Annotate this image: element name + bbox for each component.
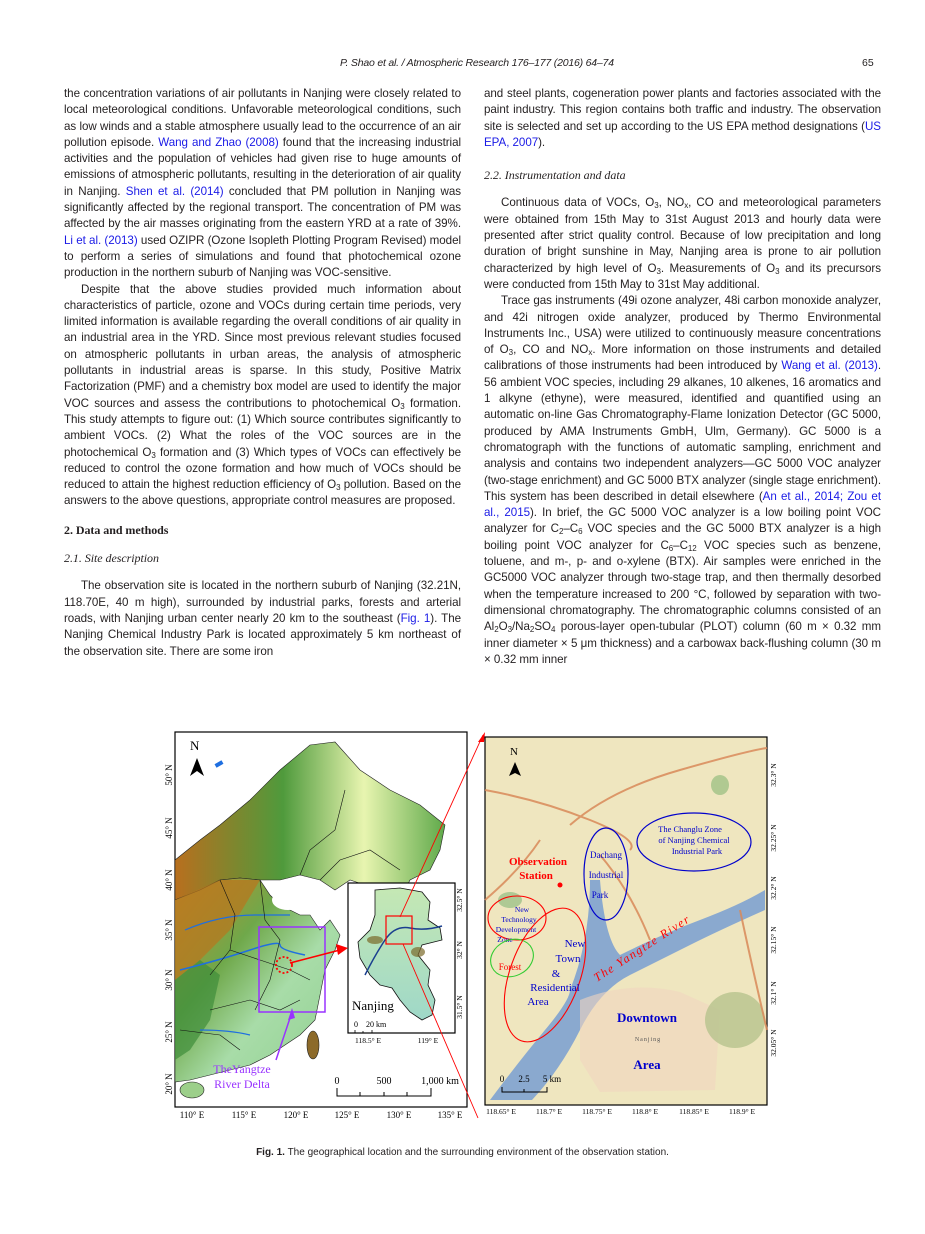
journal-citation: P. Shao et al. / Atmospheric Research 176–177 (2016) 64–74: [340, 57, 614, 69]
svg-text:Industrial Park: Industrial Park: [671, 846, 723, 856]
svg-text:Zone: Zone: [497, 935, 513, 944]
downtown-label: Downtown: [617, 1010, 677, 1025]
svg-text:0: 0: [354, 1020, 358, 1029]
left-column: [64, 86, 461, 660]
detail-longitude-ticks: [486, 1107, 755, 1116]
svg-text:25° N: 25° N: [164, 1021, 174, 1043]
svg-text:32.3° N: 32.3° N: [769, 763, 778, 787]
svg-text:Town: Town: [555, 953, 581, 965]
svg-text:32.5° N: 32.5° N: [455, 888, 464, 912]
nanjing-inset-map: [348, 883, 464, 1045]
svg-text:32.1° N: 32.1° N: [769, 981, 778, 1005]
north-label: N: [510, 746, 518, 758]
inset-title: Nanjing: [352, 998, 394, 1013]
svg-text:118.75° E: 118.75° E: [582, 1107, 612, 1116]
page-number: 65: [862, 57, 874, 69]
svg-text:118.8° E: 118.8° E: [631, 1107, 659, 1116]
svg-text:New: New: [514, 905, 530, 914]
svg-text:The Changlu Zone: The Changlu Zone: [658, 824, 722, 834]
svg-text:40° N: 40° N: [164, 869, 174, 891]
subsection-heading: 2.1. Site description: [64, 551, 159, 566]
svg-text:118.5° E: 118.5° E: [354, 1036, 382, 1045]
svg-text:30° N: 30° N: [164, 969, 174, 991]
yangtze-river-label: The Yangtze River: [591, 911, 693, 985]
svg-text:0: 0: [499, 1074, 505, 1084]
svg-text:Development: Development: [495, 925, 537, 934]
inset-latitude-ticks: [455, 888, 464, 1019]
svg-text:119° E: 119° E: [417, 1036, 439, 1045]
observation-area-map: [484, 737, 778, 1116]
svg-text:Dachang: Dachang: [590, 850, 622, 860]
figure-link[interactable]: Fig. 1: [400, 611, 431, 625]
svg-text:1,000 km: 1,000 km: [421, 1076, 459, 1087]
paragraph: Trace gas instruments (49i ozone analyzer, 48i carbon monoxide analyzer, and 42i nitrogen oxide analyzer, produced by Thermo Environmental Instruments Inc., USA) were utilized to continuously measure concentrations of $O_3$, CO and $NO_x$. More information on those instruments and detailed calibrations of those instruments had been introduced by Wang et al. (2013). 56 ambient VOC species, including 29 alkanes, 10 alkenes, 16 aromatics and 1 alkyne (ethyne), were measured, identified and quantified using an automatic on-line Gas Chromatography-Flame Ionization Detector (GC 5000, produced by AMA Instruments GmbH, Ulm, Germany). GC 5000 is a chromatograph with the functions of automatic sampling, enrichment and analysis and contains two independent analyzers—GC 5000 VOC analyzer (two-stage enrichment) and GC 5000 BTX analyzer (single stage enrichment). This system has been described in detail elsewhere (An et al., 2014; Zou et al., 2015). In brief, the GC 5000 VOC analyzer is a low boiling point VOC analyzer for $C_2-C_6$ VOC species and the GC 5000 BTX analyzer is a high boiling point VOC analyzer for $C_6-C_{12}$ VOC species such as benzene, toluene, and m-, p- and o-xylene (BTX). Air samples were enriched in the GC5000 VOC analyzer through two-stage trap, and then thermally desorbed when the temperature increased to 200 °C, followed by separation with two-dimensional chromatography. The chromatographic columns consisted of an $Al_2O_3/Na_2SO_4$ porous-layer open-tubular (PLOT) column (60 m × 0.32 mm inner diameter × 5 μm thickness) and a carbowax back-flushing column (30 m × 0.32 mm inner: [484, 294, 881, 666]
svg-text:110° E: 110° E: [179, 1110, 205, 1120]
svg-text:of Nanjing Chemical: of Nanjing Chemical: [658, 835, 730, 845]
svg-text:35° N: 35° N: [164, 919, 174, 941]
svg-text:&: &: [551, 968, 561, 980]
svg-text:New: New: [564, 938, 586, 950]
paragraph: and steel plants, cogeneration power plants and factories associated with the paint industry. This region contains both traffic and industry. The observation site is selected and set up according to the US EPA method designations (US EPA, 2007).: [484, 87, 881, 149]
yrd-label: River Delta: [214, 1077, 270, 1091]
svg-text:118.65° E: 118.65° E: [486, 1107, 516, 1116]
paragraph: Despite that the above studies provided much information about characteristics of particle, ozone and VOCs during certain time periods, very limited information is available regarding the overall conditions of air quality in an industrial area in the YRD. Since most previous relevant studies focused on atmospheric pollutants in urban areas, the analysis of atmospheric pollutants in industrial areas is sparse. In this study, Positive Matrix Factorization (PMF) and a chemistry box model are used to identify the major VOC sources and assess the contributions to photochemical $O_3$ formation. This study attempts to figure out: (1) Which source contributes significantly to ambient VOCs. (2) What the roles of the VOC sources are in the photochemical $O_3$ formation and (3) Which types of VOCs can effectively be reduced to control the ozone formation and how much of VOCs should be reduced to attain the highest reduction efficiency of $O_3$ pollution. Based on the answers to the above questions, appropriate control measures are proposed.: [64, 282, 462, 508]
svg-text:125° E: 125° E: [334, 1110, 360, 1120]
svg-text:32.25° N: 32.25° N: [769, 824, 778, 852]
citation-link[interactable]: Li et al. (2013): [64, 233, 138, 247]
svg-text:Area: Area: [527, 996, 549, 1008]
svg-text:130° E: 130° E: [386, 1110, 412, 1120]
taiwan-island: [307, 1031, 319, 1059]
paragraph: Continuous data of VOCs, $O_3$, $NO_x$, CO and meteorological parameters were obtained from 15th May to 31st August 2013 and hourly data were presented after strict quality control. Because of low precipitation and long duration of bright sunshine in May, Nanjing area is prone to air pollution characterized by high level of $O_3$. Measurements of $O_3$ and its precursors were conducted from 15th May to 31st May additional.: [484, 196, 881, 291]
svg-text:118.9° E: 118.9° E: [728, 1107, 756, 1116]
longitude-ticks: [180, 1110, 463, 1120]
svg-text:120° E: 120° E: [283, 1110, 309, 1120]
svg-text:135° E: 135° E: [437, 1110, 463, 1120]
svg-text:20° N: 20° N: [164, 1073, 174, 1095]
figure-caption: [0, 1147, 925, 1158]
svg-text:31.5° N: 31.5° N: [455, 995, 464, 1019]
yrd-label: TheYangtze: [213, 1062, 271, 1076]
citation-link[interactable]: An et al., 2014; Zou et al., 2015: [484, 489, 881, 520]
svg-text:0: 0: [334, 1076, 340, 1087]
hainan-island: [180, 1082, 204, 1098]
svg-text:20 km: 20 km: [366, 1020, 387, 1029]
svg-text:45° N: 45° N: [164, 817, 174, 839]
right-column: [484, 86, 881, 668]
svg-text:118.85° E: 118.85° E: [679, 1107, 709, 1116]
paragraph: The observation site is located in the northern suburb of Nanjing (32.21N, 118.70E, 40 m high), surrounded by industrial parks, forests and arterial roads, with Nanjing urban center nearly 20 km to the southeast (Fig. 1). The Nanjing Chemical Industry Park is located approximately 5 km northeast of the observation site. There are some iron: [64, 579, 461, 658]
latitude-ticks: [164, 764, 174, 1095]
section-heading: 2. Data and methods: [64, 522, 169, 537]
svg-text:32.15° N: 32.15° N: [769, 926, 778, 954]
svg-text:118.7° E: 118.7° E: [535, 1107, 563, 1116]
svg-text:500: 500: [376, 1076, 392, 1087]
svg-text:5 km: 5 km: [542, 1074, 562, 1084]
nanjing-city-label: Nanjing: [634, 1037, 662, 1043]
svg-text:Industrial: Industrial: [588, 870, 624, 880]
caption-text: The geographical location and the surrounding environment of the observation station.: [284, 1147, 669, 1158]
svg-text:Technology: Technology: [501, 915, 537, 924]
paragraph: the concentration variations of air pollutants in Nanjing were closely related to local meteorological conditions. Unfavorable meteorological conditions, such as low winds and a stable atmosphere usually lead to the occurrence of an air pollution episode. Wang and Zhao (2008) found that the increasing industrial activities and the population of vehicles had given rise to huge amounts of emissions of atmospheric pollutants, resulting in the deterioration of air quality in Nanjing. Shen et al. (2014) concluded that PM pollution in Nanjing was significantly affected by the regional transport. The concentration of PM was affected by the air masses originating from the eastern YRD at a rate of 39%. Li et al. (2013) used OZIPR (Ozone Isopleth Plotting Program Revised) model to perform a series of simulations and found that photochemical ozone production in the northern suburb of Nanjing was VOC-sensitive.: [64, 87, 462, 280]
citation-link[interactable]: Shen et al. (2014): [125, 184, 224, 198]
svg-text:32.2° N: 32.2° N: [769, 876, 778, 900]
observation-station-label: Observation: [508, 856, 568, 868]
svg-text:32° N: 32° N: [455, 941, 464, 959]
forest-label: Forest: [498, 962, 522, 972]
svg-text:2.5: 2.5: [518, 1074, 530, 1084]
detail-latitude-ticks: [769, 763, 778, 1057]
observation-station-marker: [558, 883, 563, 888]
downtown-label: Area: [633, 1057, 661, 1072]
citation-link[interactable]: US EPA, 2007: [484, 119, 881, 149]
figure-label: Fig. 1.: [256, 1147, 285, 1158]
subsection-heading: 2.2. Instrumentation and data: [484, 168, 626, 183]
svg-text:50° N: 50° N: [164, 764, 174, 786]
svg-text:115° E: 115° E: [231, 1110, 257, 1120]
figure-1: [160, 730, 780, 1125]
citation-link[interactable]: Wang et al. (2013): [781, 359, 878, 373]
svg-text:32.05° N: 32.05° N: [769, 1029, 778, 1057]
svg-text:Residential: Residential: [530, 982, 580, 994]
observation-station-label: Station: [519, 870, 553, 882]
svg-text:Park: Park: [591, 890, 609, 900]
north-label: N: [190, 738, 200, 753]
citation-link[interactable]: Wang and Zhao (2008): [158, 135, 279, 149]
